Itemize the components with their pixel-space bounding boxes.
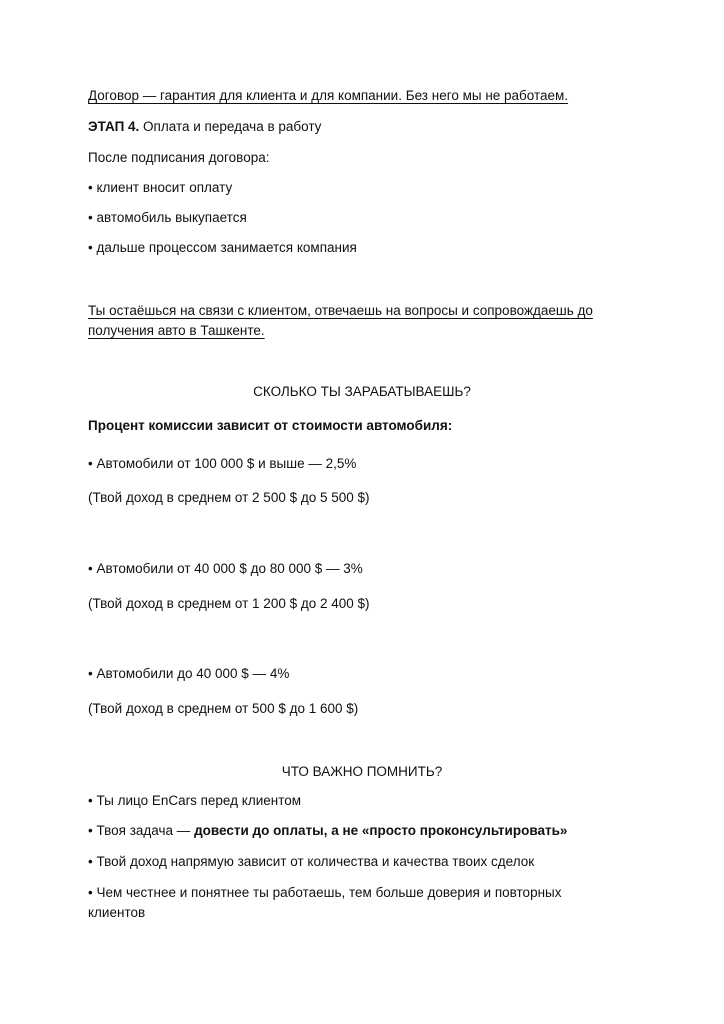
stage-4-heading <box>88 117 664 137</box>
after-signing-text: После подписания договора: <box>88 150 270 165</box>
commission-intro: Процент комиссии зависит от стоимости автомобиля: <box>88 418 453 433</box>
remember-item-prefix: • Твоя задача — <box>88 823 195 838</box>
remember-item: • Твой доход напрямую зависит от количества и качества твоих сделок <box>88 854 535 869</box>
contract-note: Договор — гарантия для клиента и для компании. Без него мы не работаем. <box>88 88 569 103</box>
remember-item: • Ты лицо EnCars перед клиентом <box>88 793 302 808</box>
tier-range: • Автомобили от 100 000 $ и выше — 2,5% <box>88 456 357 471</box>
remember-item <box>88 821 664 841</box>
step-item: • дальше процессом занимается компания <box>88 240 357 255</box>
earnings-heading: СКОЛЬКО ТЫ ЗАРАБАТЫВАЕШЬ? <box>253 384 471 399</box>
step-item: • клиент вносит оплату <box>88 180 233 195</box>
tier-range: • Автомобили до 40 000 $ — 4% <box>88 666 290 681</box>
tier-income: (Твой доход в среднем от 1 200 $ до 2 400 $) <box>88 596 370 611</box>
support-note: Ты остаёшься на связи с клиентом, отвечаешь на вопросы и сопровождаешь до получения авто в Ташкенте. <box>88 303 593 338</box>
tier-income: (Твой доход в среднем от 500 $ до 1 600 $) <box>88 701 359 716</box>
tier-range: • Автомобили от 40 000 $ до 80 000 $ — 3% <box>88 561 363 576</box>
step-item: • автомобиль выкупается <box>88 210 247 225</box>
stage-4-title: Оплата и передача в работу <box>139 119 322 134</box>
remember-item-emphasis: довести до оплаты, а не «просто проконсультировать» <box>194 823 568 838</box>
stage-4-label: ЭТАП 4. <box>88 119 140 134</box>
remember-heading: ЧТО ВАЖНО ПОМНИТЬ? <box>281 764 443 779</box>
remember-item: • Чем честнее и понятнее ты работаешь, тем больше доверия и повторных клиентов <box>88 885 562 920</box>
tier-income: (Твой доход в среднем от 2 500 $ до 5 500 $) <box>88 490 370 505</box>
